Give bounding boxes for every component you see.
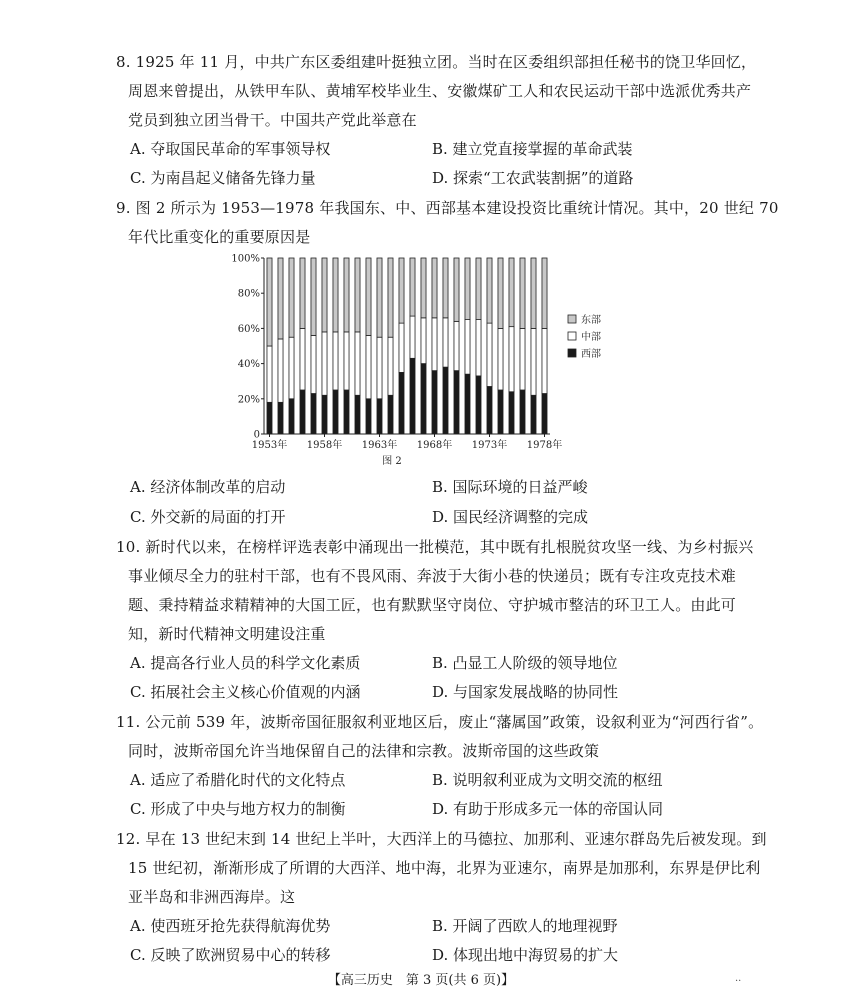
question-11-option-c[interactable]: C. 形成了中央与地方权力的制衡	[130, 800, 346, 818]
bar-segment	[465, 258, 470, 320]
question-10-option-c[interactable]: C. 拓展社会主义核心价值观的内涵	[130, 683, 361, 701]
question-12-option-b[interactable]: B. 开阔了西欧人的地理视野	[432, 917, 618, 935]
chart-caption: 图 2	[382, 456, 402, 467]
y-tick-label: 80%	[237, 288, 260, 300]
bar-segment	[333, 258, 338, 332]
question-9-option-a[interactable]: A. 经济体制改革的启动	[130, 478, 286, 496]
bar-segment	[443, 258, 448, 318]
bar-segment	[509, 258, 514, 327]
bar-segment	[399, 323, 404, 372]
bar-segment	[432, 258, 437, 318]
question-8-option-d[interactable]: D. 探索“工农武装割据”的道路	[432, 169, 634, 187]
bar-segment	[531, 258, 536, 328]
bar-segment	[454, 258, 459, 321]
bar-segment	[498, 328, 503, 390]
x-tick-label: 1958年	[306, 440, 343, 451]
question-12-option-c[interactable]: C. 反映了欧洲贸易中心的转移	[130, 946, 331, 964]
bar-segment	[476, 376, 481, 434]
bar-segment	[399, 372, 404, 434]
question-9-option-d[interactable]: D. 国民经济调整的完成	[432, 508, 589, 526]
bar-segment	[377, 399, 382, 434]
legend-swatch	[568, 349, 576, 357]
corner-mark: ··	[735, 976, 742, 987]
question-11-option-b[interactable]: B. 说明叙利亚成为文明交流的枢纽	[432, 771, 663, 789]
bar-segment	[333, 332, 338, 390]
bar-segment	[267, 258, 272, 346]
x-tick-label: 1978年	[526, 440, 563, 451]
bar-segment	[355, 258, 360, 332]
bar-segment	[377, 258, 382, 337]
question-9-line-2: 年代比重变化的重要原因是	[128, 228, 311, 246]
legend-swatch	[568, 332, 576, 340]
bar-segment	[300, 258, 305, 328]
question-11-option-d[interactable]: D. 有助于形成多元一体的帝国认同	[432, 800, 664, 818]
question-10-option-a[interactable]: A. 提高各行业人员的科学文化素质	[130, 654, 361, 672]
legend-label: 中部	[581, 332, 601, 343]
bar-segment	[476, 258, 481, 320]
bar-segment	[278, 339, 283, 402]
question-10-option-b[interactable]: B. 凸显工人阶级的领导地位	[432, 654, 618, 672]
bar-segment	[520, 258, 525, 328]
bar-segment	[289, 399, 294, 434]
bar-segment	[289, 337, 294, 399]
bar-segment	[278, 402, 283, 434]
bar-segment	[311, 335, 316, 393]
bar-segment	[487, 258, 492, 323]
bar-segment	[465, 374, 470, 434]
bar-segment	[267, 402, 272, 434]
bar-segment	[531, 328, 536, 395]
bar-segment	[388, 258, 393, 337]
question-8-line-2: 周恩来曾提出，从铁甲车队、黄埔军校毕业生、安徽煤矿工人和农民运动干部中选派优秀共产	[128, 82, 752, 100]
bar-segment	[300, 390, 305, 434]
bar-segment	[443, 318, 448, 367]
bar-segment	[311, 258, 316, 335]
bar-segment	[377, 337, 382, 399]
question-9-option-b[interactable]: B. 国际环境的日益严峻	[432, 478, 588, 496]
question-12-line-3: 亚半岛和非洲西海岸。这	[128, 888, 296, 906]
bar-segment	[344, 390, 349, 434]
bar-segment	[454, 321, 459, 370]
question-8-option-b[interactable]: B. 建立党直接掌握的革命武装	[432, 140, 633, 158]
question-10-line-3: 题、秉持精益求精精神的大国工匠，也有默默坚守岗位、守护城市整洁的环卫工人。由此可	[128, 596, 737, 614]
question-8-line-1: 8. 1925 年 11 月，中共广东区委组建叶挺独立团。当时在区委组织部担任秘书的饶卫华回忆，	[116, 53, 757, 71]
question-11-option-a[interactable]: A. 适应了希腊化时代的文化特点	[130, 771, 346, 789]
bar-segment	[388, 395, 393, 434]
y-tick-label: 60%	[237, 323, 260, 335]
bar-segment	[322, 258, 327, 332]
question-11-line-1: 11. 公元前 539 年，波斯帝国征服叙利亚地区后，废止“藩属国”政策，设叙利亚为“河西行省”。	[116, 713, 764, 731]
bar-segment	[300, 328, 305, 390]
bar-segment	[498, 258, 503, 328]
question-9-line-1: 9. 图 2 所示为 1953—1978 年我国东、中、西部基本建设投资比重统计情况。其中，20 世纪 70	[116, 199, 779, 217]
bar-segment	[322, 332, 327, 395]
question-8-option-a[interactable]: A. 夺取国民革命的军事领导权	[130, 140, 331, 158]
bar-segment	[487, 323, 492, 386]
bar-segment	[366, 335, 371, 398]
bar-segment	[542, 394, 547, 434]
bar-segment	[432, 371, 437, 434]
bar-segment	[410, 358, 415, 434]
question-12-option-d[interactable]: D. 体现出地中海贸易的扩大	[432, 946, 619, 964]
question-11-line-2: 同时，波斯帝国允许当地保留自己的法律和宗教。波斯帝国的这些政策	[128, 742, 600, 760]
bar-segment	[498, 390, 503, 434]
bar-segment	[388, 337, 393, 395]
investment-chart	[228, 250, 618, 472]
question-8-line-3: 党员到独立团当骨干。中国共产党此举意在	[128, 111, 417, 129]
bar-segment	[344, 258, 349, 332]
bar-segment	[322, 395, 327, 434]
legend-label: 东部	[581, 315, 601, 326]
bar-segment	[421, 364, 426, 434]
bar-segment	[509, 392, 514, 434]
bar-segment	[410, 316, 415, 358]
bar-segment	[366, 258, 371, 335]
y-tick-label: 40%	[237, 359, 260, 371]
bar-segment	[465, 320, 470, 375]
bar-segment	[311, 394, 316, 434]
x-tick-label: 1968年	[416, 440, 453, 451]
bar-segment	[278, 258, 283, 339]
bar-segment	[355, 395, 360, 434]
x-tick-label: 1953年	[251, 440, 288, 451]
bar-segment	[366, 399, 371, 434]
bar-segment	[509, 327, 514, 392]
investment-chart-svg	[228, 250, 618, 472]
bar-segment	[542, 258, 547, 328]
question-10-option-d[interactable]: D. 与国家发展战略的协同性	[432, 683, 619, 701]
bar-segment	[454, 371, 459, 434]
bar-segment	[432, 318, 437, 371]
bar-segment	[443, 367, 448, 434]
bar-segment	[476, 320, 481, 376]
bar-segment	[410, 258, 415, 316]
bar-segment	[520, 328, 525, 390]
x-tick-label: 1963年	[361, 440, 398, 451]
question-10-line-4: 知，新时代精神文明建设注重	[128, 625, 326, 643]
question-12-line-2: 15 世纪初，渐渐形成了所谓的大西洋、地中海，北界为亚速尔，南界是加那利，东界是伊比利	[128, 859, 761, 877]
bar-segment	[531, 395, 536, 434]
question-10-line-1: 10. 新时代以来，在榜样评选表彰中涌现出一批模范，其中既有扎根脱贫攻坚一线、为乡村振兴	[116, 538, 754, 556]
bar-segment	[421, 258, 426, 318]
legend-swatch	[568, 315, 576, 323]
bar-segment	[421, 318, 426, 364]
bar-segment	[267, 346, 272, 402]
y-tick-label: 100%	[231, 253, 260, 265]
question-12-option-a[interactable]: A. 使西班牙抢先获得航海优势	[130, 917, 331, 935]
legend-label: 西部	[581, 349, 601, 360]
question-9-option-c[interactable]: C. 外交新的局面的打开	[130, 508, 286, 526]
bar-segment	[344, 332, 349, 390]
y-tick-label: 0	[253, 429, 260, 441]
question-8-option-c[interactable]: C. 为南昌起义储备先锋力量	[130, 169, 316, 187]
bar-segment	[333, 390, 338, 434]
bar-segment	[542, 328, 547, 393]
y-tick-label: 20%	[237, 394, 260, 406]
bar-segment	[355, 332, 360, 395]
bar-segment	[520, 390, 525, 434]
question-10-line-2: 事业倾尽全力的驻村干部，也有不畏风雨、奔波于大街小巷的快递员；既有专注攻克技术难	[128, 567, 737, 585]
question-12-line-1: 12. 早在 13 世纪末到 14 世纪上半叶，大西洋上的马德拉、加那利、亚速尔群岛先后被发现。到	[116, 830, 767, 848]
bar-segment	[289, 258, 294, 337]
x-tick-label: 1973年	[471, 440, 508, 451]
bar-segment	[487, 386, 492, 434]
page-footer: 【高三历史 第 3 页(共 6 页)】	[327, 973, 515, 988]
bar-segment	[399, 258, 404, 323]
